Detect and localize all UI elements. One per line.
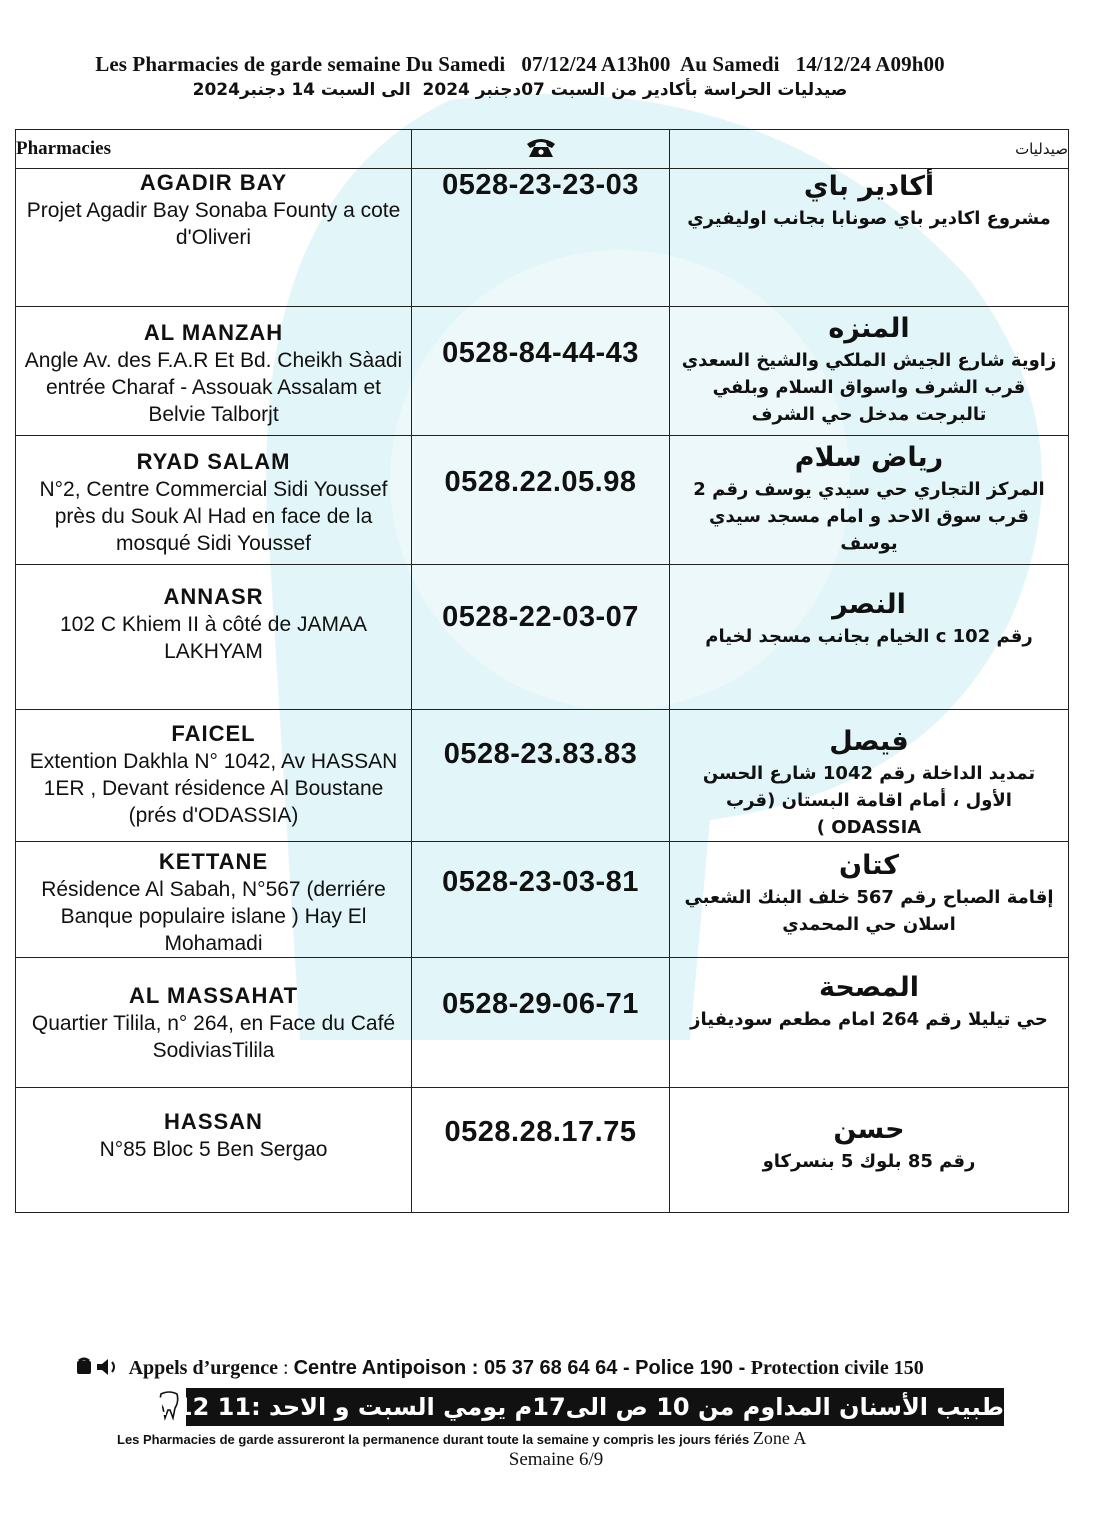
- zone-label: Zone A: [752, 1428, 807, 1448]
- pharmacy-name: AL MASSAHAT: [128, 983, 299, 1008]
- pharmacy-phone: 0528.28.17.75: [412, 1088, 670, 1213]
- table-row: [16, 565, 1069, 710]
- table-row: [16, 307, 1069, 436]
- pharmacy-phone: 0528-29-06-71: [412, 958, 670, 1088]
- pharmacy-phone: 0528-22-03-07: [412, 565, 670, 710]
- pharmacy-address: Quartier Tilila, n° 264, en Face du Café SodiviasTilila: [31, 1012, 396, 1062]
- pharmacy-name-ar: أكادير باي: [803, 171, 935, 202]
- pharmacy-phone: 0528-84-44-43: [412, 307, 670, 436]
- table-row: [16, 958, 1069, 1088]
- pharmacy-address-ar: رقم 85 بلوك 5 بنسركاو: [762, 1151, 976, 1172]
- pharmacy-address: N°85 Bloc 5 Ben Sergao: [99, 1138, 328, 1161]
- pharmacy-info-cell-ar: [670, 169, 1069, 307]
- pharmacy-name-ar: النصر: [832, 589, 906, 620]
- dentist-banner: طبيب الأسنان المداوم من 10 ص الى17م يومي السبت و الاحد :11 12 11 08 06: [186, 1388, 1004, 1426]
- pharmacy-info-cell-ar: [670, 307, 1069, 436]
- pharmacy-name-ar: المصحة: [819, 972, 919, 1003]
- pharmacy-info-cell-ar: [670, 710, 1069, 842]
- column-header-phone: [412, 130, 670, 169]
- pharmacy-phone: 0528-23.83.83: [412, 710, 670, 842]
- pharmacy-info-cell: [16, 307, 412, 436]
- telephone-icon: [525, 135, 557, 159]
- pharmacy-address: Projet Agadir Bay Sonaba Founty a cote d'Oliveri: [26, 199, 401, 249]
- pharmacy-name-ar: المنزه: [828, 313, 910, 344]
- pharmacy-info-cell-ar: [670, 958, 1069, 1088]
- table-row: [16, 710, 1069, 842]
- emergency-numbers: Centre Antipoison : 05 37 68 64 64 - Police 190 -: [293, 1357, 751, 1379]
- column-header-pharmacies: Pharmacies: [16, 130, 412, 169]
- pharmacy-address: Angle Av. des F.A.R Et Bd. Cheikh Sàadi entrée Charaf - Assouak Assalam et Belvie Talborjt: [24, 349, 403, 426]
- emergency-calls: [75, 1357, 1055, 1380]
- pharmacy-address: 102 C Khiem II à côté de JAMAA LAKHYAM: [60, 613, 367, 663]
- pharmacy-phone: 0528-23-23-03: [412, 169, 670, 307]
- pharmacy-address-ar: زاوية شارع الجيش الملكي والشيخ السعدي قرب الشرف واسواق السلام وبلفي تالبرجت مدخل حي الشرف: [681, 350, 1057, 425]
- pharmacy-info-cell: [16, 1088, 412, 1213]
- pharmacy-info-cell-ar: [670, 1088, 1069, 1213]
- emergency-label: Appels d’urgence: [128, 1357, 279, 1379]
- pharmacy-address-ar: حي تيليلا رقم 264 امام مطعم سوديفياز: [690, 1009, 1048, 1030]
- table-header-row: [16, 130, 1069, 169]
- pharmacy-name: RYAD SALAM: [136, 449, 291, 474]
- pharmacy-phone: 0528-23-03-81: [412, 842, 670, 958]
- pharmacy-info-cell: [16, 169, 412, 307]
- pharmacy-name-ar: رياض سلام: [794, 442, 944, 473]
- table-row: [16, 436, 1069, 565]
- pharmacy-info-cell: [16, 842, 412, 958]
- pharmacy-info-cell-ar: [670, 565, 1069, 710]
- pharmacy-name: ANNASR: [163, 584, 264, 609]
- pharmacy-name: AGADIR BAY: [139, 170, 288, 195]
- civil-protection: Protection civile 150: [750, 1357, 924, 1379]
- pharmacy-name-ar: كتان: [839, 850, 899, 881]
- pharmacy-address: Extention Dakhla N° 1042, Av HASSAN 1ER , Devant résidence Al Boustane (prés d'ODASSIA): [29, 750, 398, 827]
- column-header-pharmacies-ar: صيدليات: [670, 130, 1069, 169]
- pharmacy-address-ar: إقامة الصباح رقم 567 خلف البنك الشعبي اسلان حي المحمدي: [684, 887, 1054, 935]
- pharmacy-name-ar: حسن: [833, 1114, 905, 1145]
- pharmacy-info-cell: [16, 710, 412, 842]
- table-row: [16, 169, 1069, 307]
- permanence-note: [117, 1428, 806, 1449]
- pharmacy-phone: 0528.22.05.98: [412, 436, 670, 565]
- pharmacy-info-cell-ar: [670, 842, 1069, 958]
- pharmacy-name: HASSAN: [164, 1109, 263, 1134]
- pharmacy-address-ar: تمديد الداخلة رقم 1042 شارع الحسن الأول ، أمام اقامة البستان (قرب ODASSIA ): [702, 763, 1036, 838]
- pharmacy-info-cell: [16, 958, 412, 1088]
- table-row: [16, 842, 1069, 958]
- pharmacy-info-cell-ar: [670, 436, 1069, 565]
- pharmacies-table: [15, 129, 1069, 1213]
- phone-speaker-icon: [75, 1357, 123, 1377]
- pharmacy-info-cell: [16, 565, 412, 710]
- pharmacy-name: FAICEL: [171, 721, 256, 746]
- week-number: Semaine 6/9: [508, 1449, 604, 1470]
- pharmacy-address-ar: مشروع اكادير باي صونابا بجانب اوليفيري: [687, 208, 1051, 229]
- pharmacy-address: N°2, Centre Commercial Sidi Youssef près du Souk Al Had en face de la mosqué Sidi Youssef: [39, 478, 388, 555]
- pharmacy-address-ar: رقم 102 c الخيام بجانب مسجد لخيام: [705, 626, 1033, 647]
- page-title-fr: Les Pharmacies de garde semaine Du Samedi 07/12/24 A13h00 Au Samedi 14/12/24 A09h00: [95, 52, 945, 76]
- pharmacy-name-ar: فيصل: [829, 726, 909, 757]
- emergency-separator: :: [278, 1357, 294, 1379]
- pharmacy-address-ar: المركز التجاري حي سيدي يوسف رقم 2 قرب سوق الاحد و امام مسجد سيدي يوسف: [693, 479, 1045, 554]
- pharmacy-address: Résidence Al Sabah, N°567 (derriére Banque populaire islane ) Hay El Mohamadi: [41, 878, 386, 955]
- pharmacy-name: KETTANE: [158, 849, 269, 874]
- pharmacy-name: AL MANZAH: [143, 320, 284, 345]
- page-title-ar: صيدليات الحراسة بأكادير من السبت 07دجنبر 2024 الى السبت 14 دجنبر2024: [192, 80, 848, 100]
- pharmacy-info-cell: [16, 436, 412, 565]
- permanence-text: Les Pharmacies de garde assureront la permanence durant toute la semaine y compris les jours fériés: [117, 1432, 750, 1447]
- table-row: [16, 1088, 1069, 1213]
